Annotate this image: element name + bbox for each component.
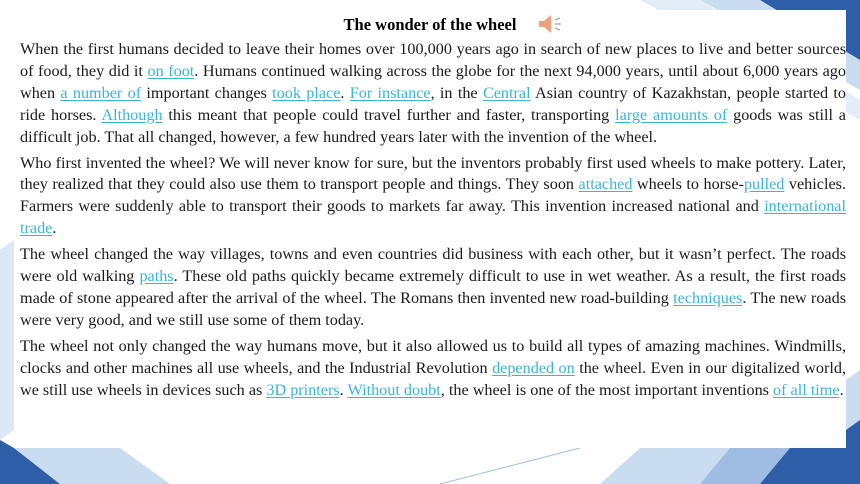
vocab-link[interactable]: took place [272,83,341,102]
text-run: Asian country of Kazakhstan, people started to ride horses. [20,83,847,124]
paragraph-3 [20,244,846,332]
text-run: goods was still a difficult job. That all changed, however, a few hundred years later with the invention of the wheel. [20,105,846,146]
text-run: When the first humans decided to leave their homes over 100,000 years ago in search of new places to live and better sources of food, they did it [20,40,846,80]
text-run: , the wheel is one of the most important inventions [440,380,774,399]
text-run: Who first invented the wheel? We will never know for sure, but the inventors probably first used wheels to make pottery. Later, they realized that they could also use them to transport people and things. They soon [20,153,846,194]
article-body [20,39,846,406]
vocab-link[interactable]: international trade [20,197,846,238]
paragraph-2 [20,153,846,241]
paragraph-4 [20,336,846,402]
text-run: The wheel changed the way villages, towns and even countries did business with each other, but it wasn’t perfect. The roads were old walking [20,245,846,286]
vocab-link[interactable]: Although [101,105,163,124]
text-run: . Humans continued walking across the globe for the next 94,000 years, until about 6,000 years ago when [20,61,846,102]
vocab-link[interactable]: depended on [492,358,575,377]
text-run: wheels to horse- [632,175,744,194]
text-run: The wheel not only changed the way humans move, but it also allowed us to build all types of amazing machines. Windmills, clocks and other machines all use wheels, and the Industrial Revolution [20,336,846,377]
text-run: the wheel. Even in our digitalized world, we still use wheels in devices such as [20,358,846,399]
vocab-link[interactable]: techniques [673,288,743,307]
vocab-link[interactable]: Without doubt [347,380,441,399]
vocab-link[interactable]: 3D printers [266,380,340,399]
text-run: . [52,219,57,238]
slide-content [14,10,846,448]
text-run: vehicles. Farmers were suddenly able to transport their goods to markets far away. This invention increased national and [20,175,846,216]
vocab-link[interactable]: a number of [60,83,142,102]
text-run: important changes [141,83,273,102]
text-run: , in the [430,83,483,102]
page-title: The wonder of the wheel [343,15,517,34]
vocab-link[interactable]: large amounts of [615,105,728,124]
text-run: . The new roads were very good, and we still use some of them today. [20,288,846,329]
text-run: this meant that people could travel further and faster, transporting [162,105,616,124]
vocab-link[interactable]: on foot [147,61,195,80]
vocab-link[interactable]: paths [139,267,174,286]
vocab-link[interactable]: of all time [773,380,840,399]
text-run: . [340,83,350,102]
text-run: . [839,380,844,399]
vocab-link[interactable]: Central [482,83,531,102]
vocab-link[interactable]: attached [578,175,633,194]
paragraph-1 [20,39,846,149]
text-run: . [339,380,348,399]
vocab-link[interactable]: pulled [743,175,785,194]
vocab-link[interactable]: For instance [349,83,431,102]
text-run: . These old paths quickly became extremely difficult to use in wet weather. As a result, the first roads made of stone appeared after the arrival of the wheel. The Romans then invented new road-building [20,267,846,307]
title-row [14,12,846,40]
speaker-icon[interactable] [536,11,566,37]
